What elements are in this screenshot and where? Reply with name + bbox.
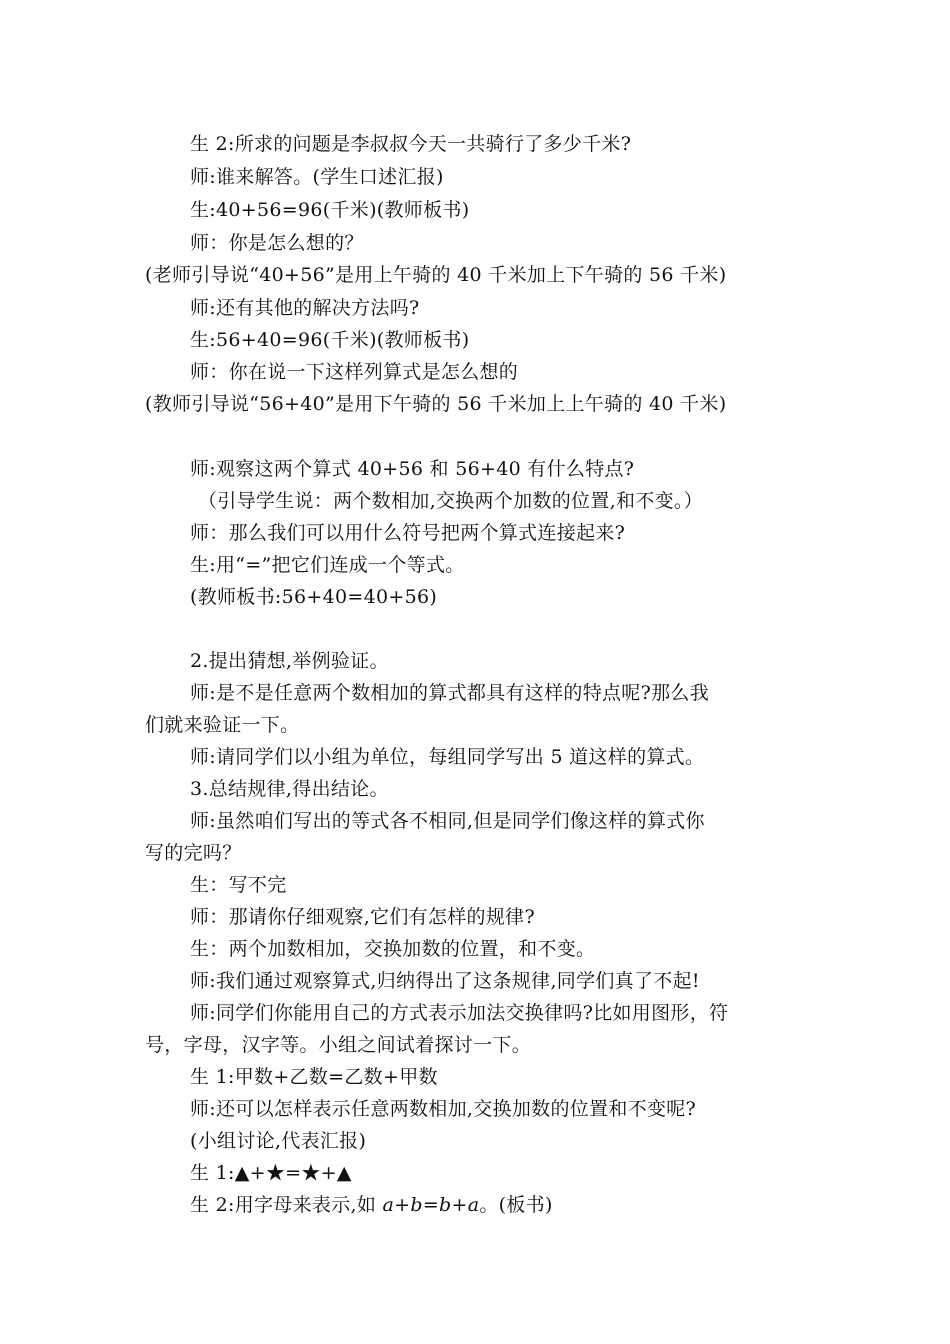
text-line: 号，字母，汉字等。小组之间试着探讨一下。 — [145, 1034, 532, 1056]
text-line: 生:用“=”把它们连成一个等式。 — [190, 554, 465, 576]
text-line: 师:同学们你能用自己的方式表示加法交换律吗?比如用图形，符 — [190, 1002, 729, 1024]
text-line: 生：两个加数相加，交换加数的位置，和不变。 — [190, 938, 596, 960]
text-line: 师：你在说一下这样列算式是怎么想的 — [190, 361, 519, 383]
text-line: (小组讨论,代表汇报) — [190, 1130, 367, 1152]
section-heading: 2.提出猜想,举例验证。 — [190, 650, 389, 672]
text-span: 。(板书) — [479, 1194, 553, 1216]
text-line: (教师板书:56+40=40+56) — [190, 586, 438, 608]
text-line: (教师引导说“56+40”是用下午骑的 56 千米加上上午骑的 40 千米) — [145, 393, 727, 415]
text-line: 生 1:甲数+乙数=乙数+甲数 — [190, 1066, 438, 1088]
formula-text: a+b=b+a — [382, 1194, 480, 1216]
text-line: 师：你是怎么想的？ — [190, 232, 364, 254]
text-line: 师:请同学们以小组为单位，每组同学写出 5 道这样的算式。 — [190, 746, 705, 768]
text-line: 师：那请你仔细观察,它们有怎样的规律? — [190, 906, 535, 928]
text-line: 师：那么我们可以用什么符号把两个算式连接起来? — [190, 522, 626, 544]
text-line: 师:还可以怎样表示任意两数相加,交换加数的位置和不变呢? — [190, 1098, 697, 1120]
text-line: 生：写不完 — [190, 874, 287, 896]
text-line: 生:40+56=96(千米)(教师板书) — [190, 199, 470, 221]
text-line: 师:还有其他的解决方法吗? — [190, 297, 420, 319]
text-line: （引导学生说：两个数相加,交换两个加数的位置,和不变。） — [198, 490, 703, 512]
text-span: 生 2:用字母来表示,如 — [190, 1194, 383, 1216]
text-line: (老师引导说“40+56”是用上午骑的 40 千米加上下午骑的 56 千米) — [145, 264, 727, 286]
text-line: 师:虽然咱们写出的等式各不相同,但是同学们像这样的算式你 — [190, 810, 705, 832]
text-line: 写的完吗？ — [145, 842, 242, 864]
text-line: 们就来验证一下。 — [145, 714, 300, 736]
text-line: 生 1:▲+★=★+▲ — [190, 1162, 352, 1184]
text-line: 师:我们通过观察算式,归纳得出了这条规律,同学们真了不起! — [190, 970, 700, 992]
text-line: 生 2:所求的问题是李叔叔今天一共骑行了多少千米? — [190, 133, 632, 155]
text-line: 师:是不是任意两个数相加的算式都具有这样的特点呢?那么我 — [190, 682, 709, 704]
text-line: 师:观察这两个算式 40+56 和 56+40 有什么特点? — [190, 458, 635, 480]
section-heading: 3.总结规律,得出结论。 — [190, 778, 389, 800]
text-line — [190, 1192, 553, 1218]
text-line: 生:56+40=96(千米)(教师板书) — [190, 329, 470, 351]
text-line: 师:谁来解答。(学生口述汇报) — [190, 166, 444, 188]
